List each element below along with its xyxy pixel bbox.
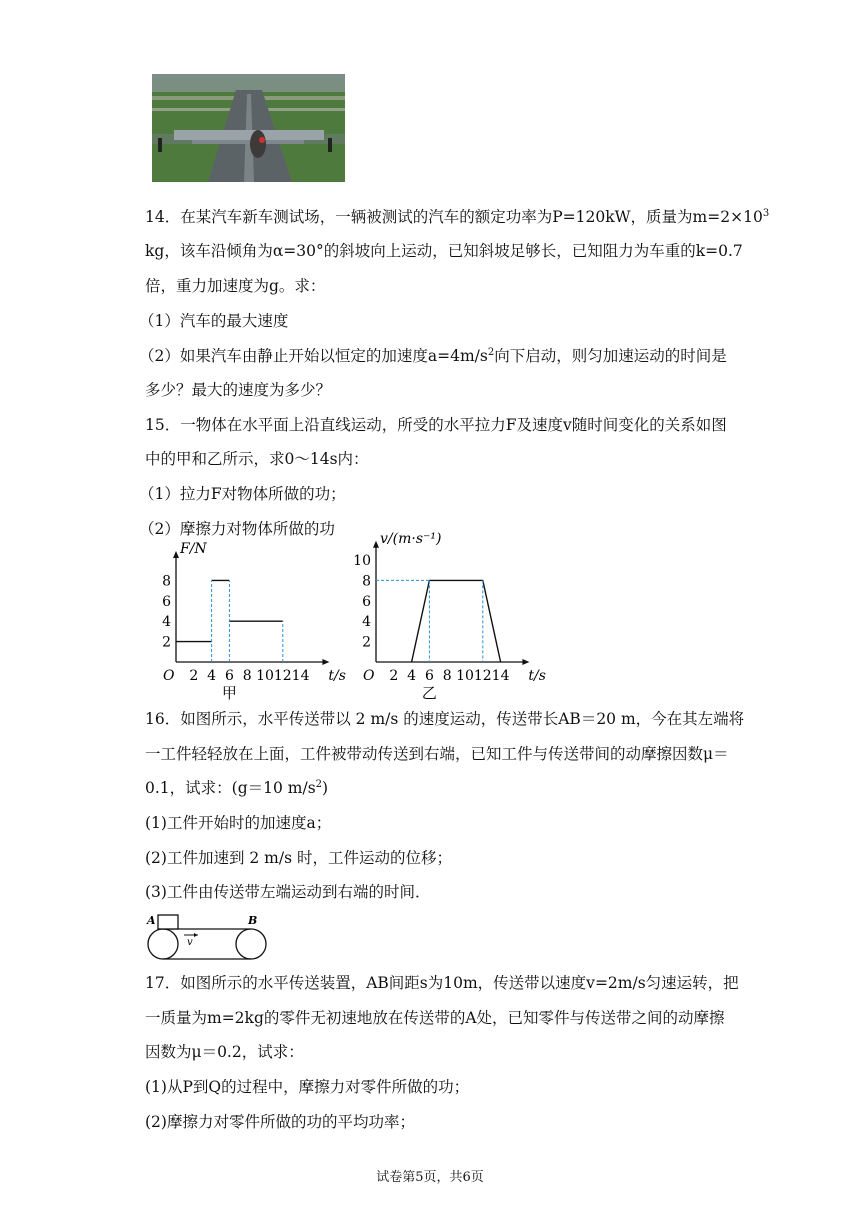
q17-line3: 因数为μ＝0.2，试求：: [145, 1043, 304, 1061]
label-b: B: [248, 914, 258, 927]
y-tick-label: 8: [162, 573, 171, 590]
y-tick-label: 4: [162, 614, 171, 631]
label-v: v: [187, 937, 193, 948]
chart-caption: 乙: [421, 684, 437, 702]
q15-line2: 中的甲和乙所示，求0～14s内：: [145, 450, 369, 468]
q16-line2: 一工件轻轻放在上面，工件被带动传送到右端，已知工件与传送带间的动摩擦因数μ＝: [145, 745, 729, 763]
runway-aircraft-photo: [152, 74, 345, 182]
x-tick-label: 2: [389, 668, 399, 684]
q14-part2: （2）如果汽车由静止开始以恒定的加速度$a=4m/s^2$向下启动，则匀加速运动的时间是: [139, 346, 727, 365]
y-tick-label: 10: [353, 553, 371, 569]
y-axis-label: F/N: [180, 541, 207, 557]
x-tick-label: 10: [456, 668, 474, 684]
x-tick-label: 8: [242, 668, 252, 684]
y-tick-label: 2: [362, 634, 371, 651]
x-axis-arrow: [322, 659, 329, 665]
conveyor-diagram: [142, 904, 272, 966]
q15-part2: （2）摩擦力对物体所做的功: [139, 520, 335, 538]
x-axis-label: t/s: [328, 668, 346, 684]
x-tick-label: 14: [291, 668, 310, 684]
x-tick-label: 14: [491, 668, 510, 684]
x-tick-label: 4: [407, 668, 417, 684]
origin-label: O: [163, 668, 175, 684]
q14-line3: 倍，重力加速度为g。求：: [145, 277, 326, 295]
workpiece-block: [158, 915, 178, 929]
chart-velocity-time: [340, 530, 546, 702]
q14-part1: （1）汽车的最大速度: [139, 312, 289, 330]
q14-line1: 14．在某汽车新车测试场，一辆被测试的汽车的额定功率为P=120kW，质量为$m=2\times 10^3$: [145, 207, 770, 226]
q14-line2: kg，该车沿倾角为α=30°的斜坡向上运动，已知斜坡足够长，已知阻力为车重的k=0.7: [145, 242, 743, 260]
y-tick-label: 6: [162, 593, 171, 610]
y-tick-label: 4: [362, 614, 371, 631]
q17-part1: (1)从P到Q的过程中，摩擦力对零件所做的功；: [145, 1078, 470, 1096]
x-tick-label: 6: [424, 668, 434, 684]
x-axis-label: t/s: [528, 668, 546, 684]
chart-caption: 甲: [221, 684, 237, 702]
velocity-line: [412, 580, 501, 662]
q16-part2: (2)工件加速到 2 m/s 时，工件运动的位移；: [145, 849, 452, 867]
x-tick-label: 12: [273, 668, 292, 684]
x-tick-label: 2: [189, 668, 199, 684]
velocity-arrowhead: [194, 933, 198, 937]
x-axis-arrow: [522, 659, 529, 665]
q16-part3: (3)工件由传送带左端运动到右端的时间．: [145, 883, 431, 901]
q16-part1: (1)工件开始时的加速度a；: [145, 814, 332, 832]
y-axis-arrow: [173, 551, 179, 558]
chart-force-time: [140, 541, 346, 702]
y-tick-label: 8: [362, 573, 371, 590]
page-footer: 试卷第5页，共6页: [376, 1170, 484, 1185]
x-tick-label: 4: [207, 668, 217, 684]
q17-line2: 一质量为m=2kg的零件无初速地放在传送带的A处，已知零件与传送带之间的动摩擦: [145, 1009, 725, 1027]
q14-part2-cont: 多少？最大的速度为多少？: [145, 381, 332, 399]
q16-line3: 0.1，试求：(g＝10 $m/s^2$): [145, 778, 329, 797]
y-tick-label: 6: [362, 593, 371, 610]
q17-part2: (2)摩擦力对零件所做的功的平均功率；: [145, 1113, 415, 1131]
label-a: A: [147, 914, 156, 927]
x-tick-label: 10: [256, 668, 274, 684]
q17-line1: 17．如图所示的水平传送装置，AB间距s为10m，传送带以速度v=2m/s匀速运转，把: [145, 974, 739, 992]
origin-label: O: [363, 668, 375, 684]
y-axis-arrow: [373, 541, 379, 548]
x-tick-label: 8: [442, 668, 452, 684]
q15-line1: 15．一物体在水平面上沿直线运动，所受的水平拉力F及速度v随时间变化的关系如图: [145, 416, 727, 434]
y-tick-label: 2: [162, 634, 171, 651]
left-pulley: [148, 929, 178, 959]
right-pulley: [236, 929, 266, 959]
q16-line1: 16．如图所示，水平传送带以 2 m/s 的速度运动，传送带长AB＝20 m，今在其左端将: [145, 710, 745, 728]
x-tick-label: 12: [473, 668, 492, 684]
q15-part1: （1）拉力F对物体所做的功；: [139, 485, 346, 503]
y-axis-label: v/(m·s⁻¹): [380, 530, 442, 547]
x-tick-label: 6: [224, 668, 234, 684]
